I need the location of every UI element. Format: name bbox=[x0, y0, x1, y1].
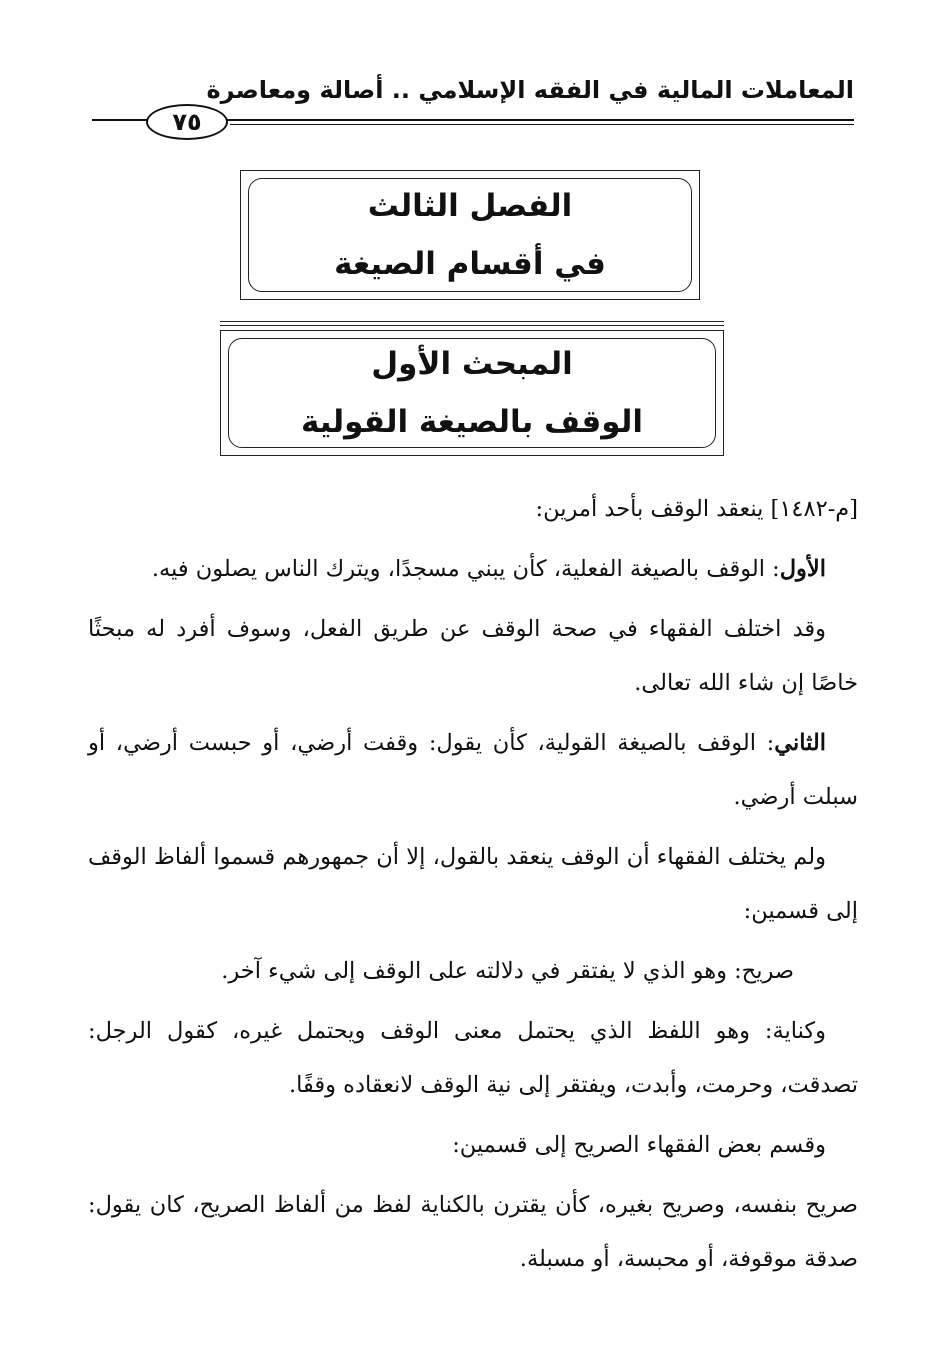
chapter-title-box bbox=[240, 170, 700, 300]
body-text bbox=[88, 482, 858, 1292]
paragraph: ولم يختلف الفقهاء أن الوقف ينعقد بالقول، إلا أن جمهورهم قسموا ألفاظ الوقف إلى قسمين: bbox=[88, 844, 858, 924]
paragraph: وقد اختلف الفقهاء في صحة الوقف عن طريق الفعل، وسوف أفرد له مبحثًا خاصًا إن شاء الله تعالى. bbox=[88, 616, 858, 696]
paragraph: صريح: وهو الذي لا يفتقر في دلالته على الوقف إلى شيء آخر. bbox=[221, 958, 794, 984]
section-subheading: الوقف بالصيغة القولية bbox=[300, 404, 644, 440]
paragraph: الأول: الوقف بالصيغة الفعلية، كأن يبني مسجدًا، ويترك الناس يصلون فيه. bbox=[151, 556, 826, 582]
running-header: المعاملات المالية في الفقه الإسلامي .. أصالة ومعاصرة bbox=[206, 76, 854, 104]
header-rule-thin bbox=[230, 124, 854, 125]
paragraph: وكناية: وهو اللفظ الذي يحتمل معنى الوقف ويحتمل غيره، كقول الرجل: تصدقت، وحرمت، وأبدت، ويفتقر إلى نية الوقف لانعقاده وقفًا. bbox=[88, 1018, 858, 1098]
page-number: ٧٥ bbox=[146, 104, 228, 140]
chapter-subheading: في أقسام الصيغة bbox=[334, 246, 606, 282]
paragraph: صريح بنفسه، وصريح بغيره، كأن يقترن بالكناية لفظ من ألفاظ الصريح، كان يقول: صدقة موقوفة، أو محبسة، أو مسبلة. bbox=[88, 1192, 858, 1272]
paragraph: وقسم بعض الفقهاء الصريح إلى قسمين: bbox=[452, 1132, 826, 1158]
section-divider bbox=[220, 321, 724, 326]
paragraph: الثاني: الوقف بالصيغة القولية، كأن يقول: وقفت أرضي، أو حبست أرضي، أو سبلت أرضي. bbox=[88, 730, 858, 810]
paragraph: [م-١٤٨٢] ينعقد الوقف بأحد أمرين: bbox=[535, 496, 858, 522]
section-heading: المبحث الأول bbox=[371, 346, 573, 382]
chapter-heading: الفصل الثالث bbox=[367, 188, 573, 224]
section-title-box bbox=[220, 330, 724, 456]
